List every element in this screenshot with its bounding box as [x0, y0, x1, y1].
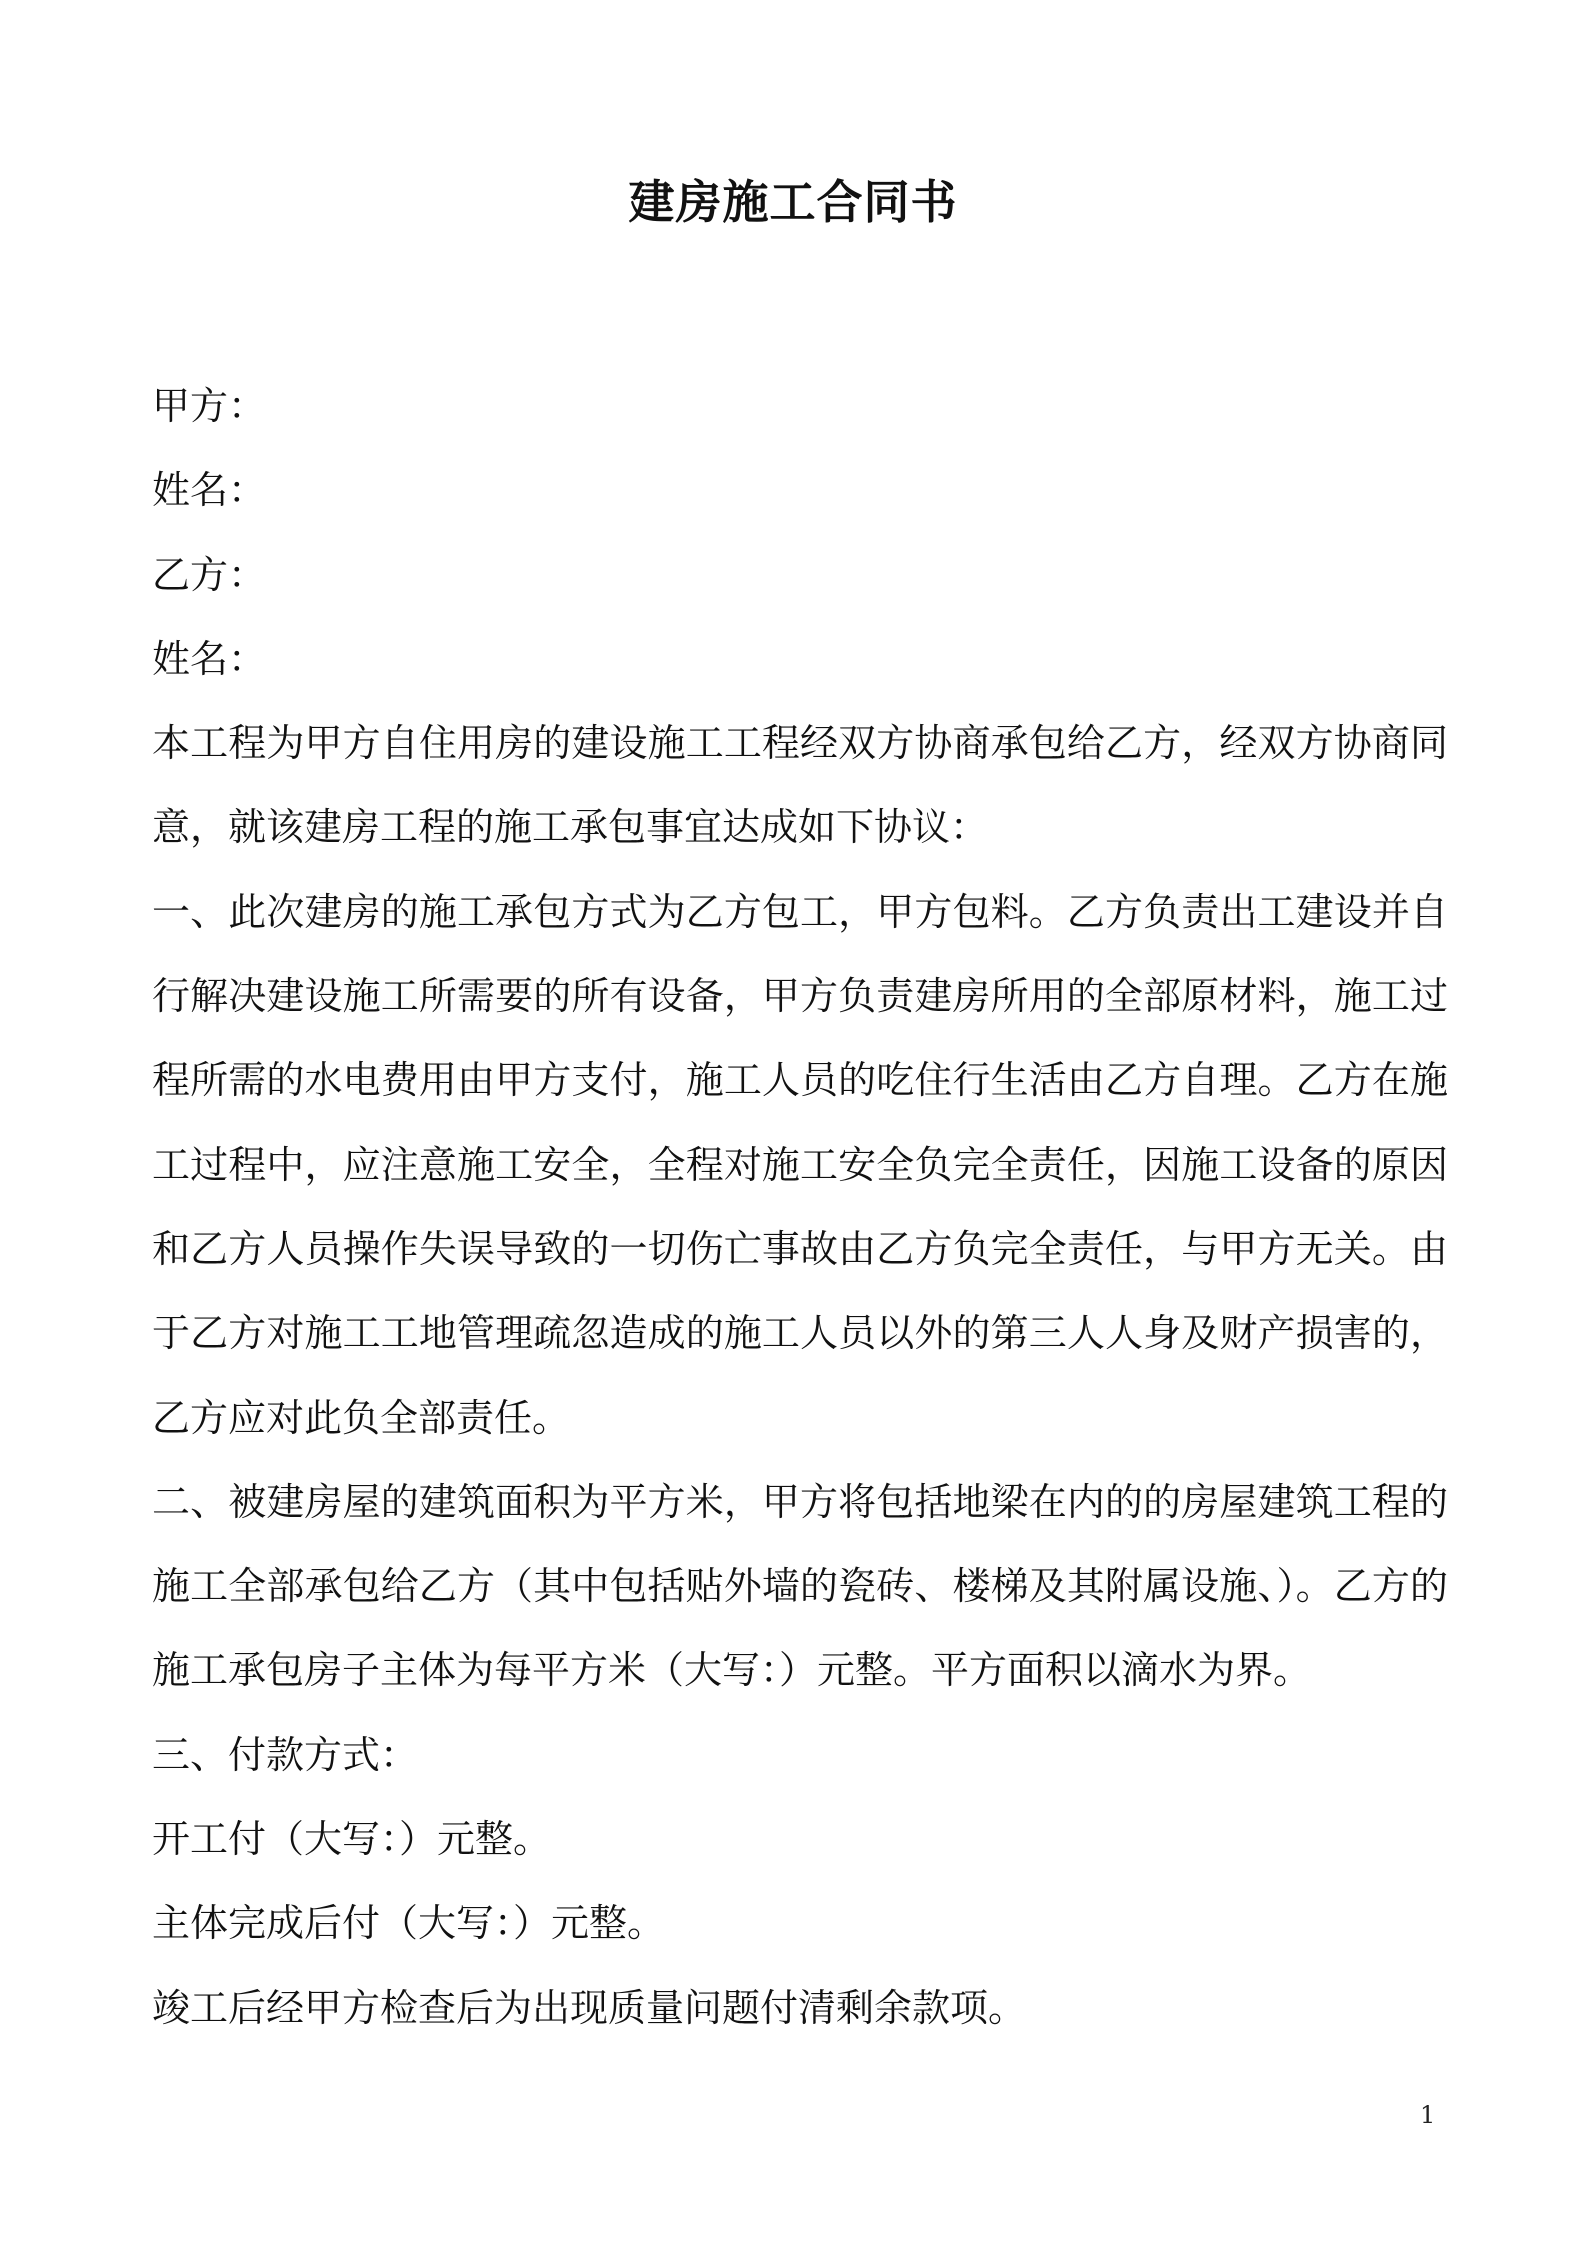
- document-title: 建房施工合同书: [628, 175, 958, 229]
- intro-paragraph-line: 本工程为甲方自住用房的建设施工工程经双方协商承包给乙方，经双方协商同: [152, 721, 1448, 766]
- clause-one-line: 乙方应对此负全部责任。: [152, 1395, 571, 1440]
- clause-two-line: 二、被建房屋的建筑面积为平方米，甲方将包括地梁在内的的房屋建筑工程的: [152, 1479, 1448, 1524]
- page-number: 1: [1420, 2101, 1436, 2129]
- payment-main-structure-line: 主体完成后付（大写：）元整。: [152, 1901, 666, 1946]
- clause-one-line: 一、此次建房的施工承包方式为乙方包工，甲方包料。乙方负责出工建设并自: [152, 889, 1448, 934]
- clause-one-line: 工过程中，应注意施工安全，全程对施工安全负完全责任，因施工设备的原因: [152, 1142, 1448, 1187]
- party-b-label: 乙方：: [152, 552, 267, 597]
- payment-start-line: 开工付（大写：）元整。: [152, 1817, 552, 1862]
- clause-one-line: 行解决建设施工所需要的所有设备，甲方负责建房所用的全部原材料，施工过: [152, 974, 1448, 1019]
- clause-three-heading: 三、付款方式：: [152, 1732, 419, 1777]
- party-a-label: 甲方：: [152, 384, 267, 428]
- clause-one-line: 和乙方人员操作失误导致的一切伤亡事故由乙方负完全责任，与甲方无关。由: [152, 1226, 1448, 1271]
- clause-one-line: 于乙方对施工工地管理疏忽造成的施工人员以外的第三人人身及财产损害的，: [152, 1311, 1448, 1356]
- party-b-name-label: 姓名：: [152, 636, 267, 681]
- payment-final-line: 竣工后经甲方检查后为出现质量问题付清剩余款项。: [152, 1985, 1027, 2030]
- clause-one-line: 程所需的水电费用由甲方支付，施工人员的吃住行生活由乙方自理。乙方在施: [152, 1058, 1448, 1103]
- clause-two-line: 施工全部承包给乙方（其中包括贴外墙的瓷砖、楼梯及其附属设施、）。乙方的: [152, 1564, 1448, 1609]
- party-a-name-label: 姓名：: [152, 468, 267, 513]
- document-body: [152, 364, 1448, 2050]
- clause-two-line: 施工承包房子主体为每平方米（大写：）元整。平方面积以滴水为界。: [152, 1648, 1312, 1693]
- intro-paragraph-line: 意，就该建房工程的施工承包事宜达成如下协议：: [152, 805, 989, 850]
